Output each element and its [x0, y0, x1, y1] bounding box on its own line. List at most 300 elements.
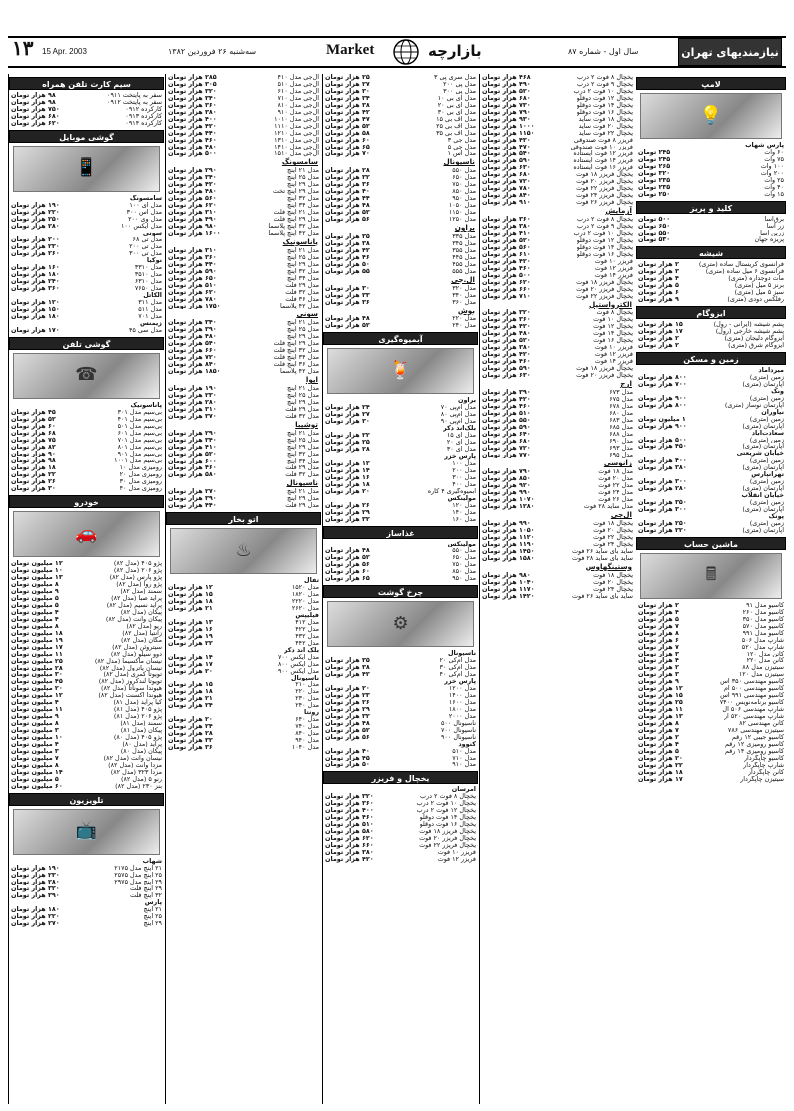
price-row: [323, 467, 478, 474]
item-name: مدل ۲۵ اینچ: [287, 253, 319, 261]
price-row: [636, 464, 786, 471]
item-price: ۳۸۰ هزار تومان: [168, 108, 217, 116]
price-row: [480, 482, 635, 489]
item-name: مدل ۲۴۰: [452, 322, 476, 330]
item-name: بی‌سیم مدل ۷۰۱: [117, 436, 162, 444]
price-row: [9, 637, 164, 644]
item-price: ۶۸۰ هزار تومان: [482, 171, 531, 179]
item-price: ۱۵ هزار تومان: [638, 692, 683, 700]
price-row: [9, 872, 164, 879]
item-name: ال‌جی مدل ۵۱۰: [277, 80, 319, 88]
item-name: پیکان (مدل ۸۰): [120, 747, 162, 755]
item-name: مدل ۲۹ اینچ: [287, 333, 319, 341]
price-row: [166, 626, 321, 633]
item-price: ۲۰ هزار تومان: [638, 754, 683, 762]
price-row: [323, 88, 478, 95]
item-name: میرداماد: [758, 366, 784, 374]
item-name: مدل ۶۹۳: [609, 444, 633, 452]
price-row: [636, 664, 786, 671]
price-row: [323, 502, 478, 509]
item-name: مدل ۲۱ اینچ: [287, 319, 319, 327]
price-row: [166, 333, 321, 340]
price-row: [323, 821, 478, 828]
price-row: [9, 616, 164, 623]
price-row: [166, 737, 321, 744]
item-name: رومیزی مدل ۲۰: [119, 471, 162, 479]
item-name: ۲۹ اینچ فلت: [130, 885, 162, 893]
item-price: ۷۸۰ هزار تومان: [168, 295, 217, 303]
price-row: [9, 899, 164, 906]
price-row: [9, 581, 164, 588]
item-price: ۵ میلیون تومان: [11, 601, 59, 609]
item-price: ۵ میلیون تومان: [11, 775, 59, 783]
item-price: ۴ هزار تومان: [638, 275, 679, 283]
item-price: ۶ هزار تومان: [638, 636, 679, 644]
item-name: مدل ۲۹ اینچ فلت: [273, 216, 319, 224]
item-price: ۹۸ هزار تومان: [11, 457, 56, 465]
item-price: ۴۴۰ هزار تومان: [168, 502, 217, 510]
brand-subheading: ال.جی: [451, 274, 475, 284]
item-name: تهرانپارس: [751, 471, 784, 479]
item-name: ال‌جی مدل ۱۵۱۰: [274, 150, 319, 158]
item-name: کانن مهندسی ۸۲: [739, 720, 784, 727]
item-price: ۵۸۰ هزار تومان: [168, 471, 217, 479]
item-name: الکاتل: [143, 292, 162, 300]
item-name: کانن چاپگردار: [747, 768, 784, 776]
section-title: یخچال و فریزر: [323, 771, 478, 784]
item-name: یخچال ۱۴ فوت دوقلو: [576, 101, 633, 109]
item-price: ۴ میلیون تومان: [11, 615, 59, 623]
price-row: [166, 81, 321, 88]
price-row: [636, 216, 786, 223]
item-price: ۷۹۰ هزار تومان: [482, 108, 531, 116]
price-row: [9, 209, 164, 216]
price-row: [166, 167, 321, 174]
item-price: ۴۶۰ هزار تومان: [168, 464, 217, 472]
price-row: [323, 786, 478, 793]
price-row: [166, 716, 321, 723]
item-price: [638, 388, 642, 395]
item-price: ۱۸۵۰ هزار تومان: [168, 368, 221, 376]
issue-number: سال اول - شماره ۸۷: [568, 47, 639, 56]
item-price: ۳۹۰ هزار تومان: [11, 892, 60, 900]
price-row: [166, 88, 321, 95]
item-name: مدل ام‌پی ۸۰: [440, 411, 476, 419]
price-row: [636, 699, 786, 706]
item-price: [325, 786, 329, 793]
price-row: [480, 579, 635, 586]
price-row: [9, 906, 164, 913]
item-name: مزدا وانت (مدل ۸۲): [108, 761, 162, 769]
item-name: فریزر ۱۲ فوت: [594, 264, 633, 272]
price-row: [323, 741, 478, 748]
item-price: ۸۲ هزار تومان: [11, 443, 56, 451]
item-name: مدل ۱۲۰۰: [448, 685, 476, 692]
item-name: تویوتا لندکروز (مدل ۸۲): [98, 678, 162, 686]
item-name: مدل ۳۲۰: [452, 284, 476, 292]
price-row: [323, 481, 478, 488]
price-row: [9, 485, 164, 492]
price-row: [480, 541, 635, 548]
item-price: ۱۰۰۰ هزار تومان: [482, 122, 535, 130]
price-row: [480, 316, 635, 323]
price-row: [480, 272, 635, 279]
price-row: [636, 692, 786, 699]
item-name: ال‌جی مدل ۴۱۰: [277, 74, 319, 81]
item-name: مدل ام‌کی ۴۰: [439, 671, 476, 679]
item-name: سمند (مدل ۸۲): [120, 588, 162, 595]
price-row: [9, 762, 164, 769]
price-row: [636, 282, 786, 289]
price-row: [323, 509, 478, 516]
item-name: مدل پی ۳۰۰: [443, 87, 476, 95]
price-row: [323, 81, 478, 88]
item-price: ۴۷۰ هزار تومان: [482, 143, 531, 151]
item-name: مدل ۳۶ اینچ فلت: [273, 361, 319, 369]
item-price: [11, 320, 15, 327]
item-price: ۸۵۰ هزار تومان: [482, 475, 531, 483]
meat-grinder-icon: ⚙: [327, 601, 474, 647]
price-row: [636, 170, 786, 177]
item-price: ۶۰ میلیون تومان: [11, 782, 63, 790]
item-name: کانن مدل ۲۲۰: [746, 657, 784, 665]
item-name: مدل ۲۶۲۰: [291, 605, 319, 612]
item-price: ۲۲ هزار تومان: [168, 639, 213, 647]
item-price: ۹ میلیون تومان: [11, 588, 59, 595]
item-price: ۴۴۰ هزار تومان: [168, 260, 217, 268]
item-name: ۲۵ وات: [764, 176, 784, 184]
item-price: ۴۲۰ هزار تومان: [482, 351, 531, 359]
price-row: [9, 741, 164, 748]
item-name: یخچال ۲۴ فوت: [593, 585, 633, 593]
item-name: زر آسا: [766, 222, 784, 230]
item-name: مدل ۴۲ پلاسما: [280, 302, 319, 310]
item-name: پژو ۲۰۶ (مدل ۸۲): [113, 567, 162, 575]
item-name: مدل ۲۹ فلت: [285, 502, 319, 510]
brand-subheading: آزمایش: [605, 206, 632, 216]
price-row: [323, 713, 478, 720]
price-row: [480, 572, 635, 579]
item-name: ال‌جی مدل ۷۱۰: [277, 94, 319, 102]
item-name: مدل ۸۵۰: [452, 568, 476, 576]
price-row: [480, 468, 635, 475]
price-row: [9, 195, 164, 202]
price-row: [636, 381, 786, 388]
item-name: ال‌جی مدل ۹۱۰: [277, 108, 319, 116]
item-name: آپارتمان (متری): [742, 422, 784, 430]
price-row: [9, 457, 164, 464]
price-row: [9, 651, 164, 658]
item-name: مدل ۲۹ اینچ: [287, 443, 319, 451]
item-name: یخچال ۹ فوت ۲ درب: [577, 80, 633, 88]
item-price: ۳۵ هزار تومان: [325, 657, 370, 665]
price-row: [166, 406, 321, 413]
price-row: [166, 230, 321, 237]
item-name: فرانسوی ۶ میل ساده (متری): [705, 268, 784, 276]
section-title: گوشی موبایل: [9, 130, 164, 143]
item-price: ۳۴۰ هزار تومان: [168, 319, 217, 327]
item-name: یخچال ۱۰ فوت ۲ درب: [573, 229, 633, 237]
price-row: [480, 452, 635, 459]
item-name: یخچال فریزر ۲۲ فوت: [419, 842, 476, 850]
item-price: ۳۲۰ هزار تومان: [482, 309, 531, 317]
item-name: مات دوجداره (متری): [728, 275, 784, 283]
item-name: سفر به پایتخت ۰۹۱۱: [107, 92, 162, 99]
item-price: ۵ هزار تومان: [638, 282, 679, 290]
item-price: ۵۲۰ هزار تومان: [482, 337, 531, 345]
item-name: پژو ۲۰۶ (مدل ۸۱): [113, 713, 162, 721]
item-price: ۴۷ هزار تومان: [325, 115, 370, 123]
item-name: پراید صبا (مدل ۸۲): [111, 594, 162, 602]
item-name: مدل اس ۳۰۰: [126, 208, 162, 216]
item-price: ۹ هزار تومان: [638, 296, 679, 304]
item-name: یخچال ۱۲ فوت دوقلو: [576, 94, 633, 102]
price-row: [166, 612, 321, 619]
item-name: مدل ۲۲۰: [295, 688, 319, 696]
item-name: یخچال فریزر ۲۶ فوت: [576, 199, 633, 207]
price-row: [323, 453, 478, 460]
item-name: مدل ۴۱۲: [295, 618, 319, 626]
price-row: [166, 437, 321, 444]
item-name: مدل ۷۶۵۰: [134, 285, 162, 293]
item-name: یخچال ۱۴ فوت دوقلو: [419, 814, 476, 822]
item-name: مدل ۸۵۰: [452, 188, 476, 196]
item-price: ۱۷ هزار تومان: [168, 660, 213, 668]
item-name: مدل ۲۴ فوت: [598, 489, 633, 497]
item-name: مدل ۶۹۵: [609, 451, 633, 459]
iron-icon: ♨: [170, 528, 317, 574]
price-row: [323, 216, 478, 223]
item-name: کارکرده ۰۹۱۴: [125, 119, 162, 127]
price-row: [480, 88, 635, 95]
item-price: ۲۰ میلیون تومان: [11, 685, 63, 693]
item-name: مدل ۶۸۸: [609, 430, 633, 438]
brand-subheading: سونی: [296, 309, 318, 319]
section-title: غذاساز: [323, 526, 478, 539]
price-row: [166, 744, 321, 751]
item-name: مدل جی ۳: [447, 136, 476, 144]
item-price: ۹ هزار تومان: [638, 678, 679, 686]
item-name: ۲۵ اینچ مدل ۲۵۷۵: [114, 871, 162, 879]
item-name: ال‌جی مدل ۱۲۱۰: [274, 129, 319, 137]
item-name: سیتیزن مهندسی ۷۸۶: [727, 727, 784, 734]
item-name: آپارتمان نوساز (متری): [724, 401, 784, 409]
item-name: مدل ای ۲۰: [446, 439, 476, 447]
price-row: [166, 709, 321, 716]
price-row: [166, 502, 321, 509]
item-name: مدل ۱۴۰: [452, 508, 476, 516]
item-name: مدل ۲۱ اینچ: [287, 429, 319, 437]
item-price: ۶۸۰ هزار تومان: [482, 437, 531, 445]
price-row: [636, 776, 786, 783]
item-name: بی‌سیم مدل ۶۰۱: [117, 429, 162, 437]
item-name: مدل ۳۲ فلت: [285, 471, 319, 479]
item-price: ۴۶۰ هزار تومان: [482, 264, 531, 272]
item-name: مدل ۲۱ اینچ: [287, 246, 319, 254]
item-name: مدل ۲۹ اینچ: [287, 181, 319, 189]
price-row: [480, 351, 635, 358]
item-name: مدل تی ۳۰۰: [129, 250, 162, 258]
item-price: ۴۰۰ هزار تومان: [325, 807, 374, 815]
item-price: ۵۴۰ هزار تومان: [168, 340, 217, 348]
item-name: پشم شیشه خارجی (رول): [715, 328, 784, 336]
item-price: ۸۴۰ هزار تومان: [168, 361, 217, 369]
price-row: [480, 265, 635, 272]
item-price: ۴ میلیون تومان: [11, 608, 59, 616]
item-name: پریزه جهان: [754, 236, 784, 244]
item-name: یخچال فریزر ۱۸ فوت: [576, 171, 633, 179]
item-name: ساید بای ساید ۲۶ فوت: [572, 547, 633, 555]
item-price: ۲۷ هزار تومان: [325, 80, 370, 88]
item-name: یخچال ۲۰ فوت: [593, 527, 633, 534]
item-price: ۷۲۰ هزار تومان: [482, 444, 531, 452]
price-row: [636, 395, 786, 402]
price-row: [166, 174, 321, 181]
item-name: مدل ۱۰۴۰: [291, 744, 319, 752]
item-price: ۴ هزار تومان: [638, 740, 679, 748]
price-row: [480, 150, 635, 157]
item-name: ایزوگام شرق (متری): [728, 342, 784, 349]
item-price: ۵۶۰ هزار تومان: [168, 195, 217, 203]
item-price: ۶ هزار تومان: [638, 289, 679, 297]
item-name: کیا پراید (مدل ۸۱): [113, 699, 162, 707]
item-price: ۳۸۰ هزار تومان: [325, 849, 374, 856]
price-row: [9, 658, 164, 665]
price-row: [9, 602, 164, 609]
item-name: مدل ۳۴۵: [452, 239, 476, 247]
juicer-icon: 🍹: [327, 348, 474, 394]
item-price: [168, 612, 172, 619]
item-price: ۷۷۰ هزار تومان: [482, 451, 531, 459]
price-row: [323, 699, 478, 706]
price-row: [9, 858, 164, 865]
price-row: [636, 671, 786, 678]
item-name: مدل ۶۷۸: [609, 402, 633, 410]
price-row: [323, 404, 478, 411]
item-name: مدل ۳۲ اینچ: [287, 267, 319, 275]
price-row: [636, 149, 786, 156]
item-name: ۷۵ وات: [764, 155, 784, 163]
price-row: [9, 451, 164, 458]
item-price: ۹۸ هزار تومان: [11, 98, 56, 106]
item-name: شارپ مدل ۵۰۶: [741, 636, 784, 644]
item-name: نیسان ماکسیما (مدل ۸۲): [94, 657, 162, 665]
item-name: مدل ۹۵۰: [452, 195, 476, 203]
item-name: مدل ۶۷۳: [609, 388, 633, 396]
item-price: ۳۰ هزار تومان: [325, 418, 370, 426]
item-name: کاسیو مدل ۹۱: [746, 601, 784, 609]
item-price: ۶۲۰ هزار تومان: [482, 278, 531, 286]
item-name: مدل ۵۵۰: [452, 547, 476, 555]
item-price: ۳۸۰ هزار تومان: [638, 464, 687, 472]
item-price: ۲۴۵ تومان: [638, 155, 671, 163]
item-name: ۱۵ وات: [764, 190, 784, 198]
price-row: [166, 598, 321, 605]
item-price: ۱۵ هزار تومان: [638, 321, 683, 329]
item-price: ۵۵۰ تومان: [638, 229, 671, 237]
item-name: مدل ۶۵۰: [452, 554, 476, 562]
price-row: [9, 292, 164, 299]
item-name: مدل پی ۲۰۰: [443, 80, 476, 88]
price-row: [166, 95, 321, 102]
item-price: ۳۸ هزار تومان: [325, 239, 370, 247]
price-row: [166, 661, 321, 668]
item-name: مدل ام‌کی ۲۰: [439, 657, 476, 665]
calculator-icon: 🖩: [640, 553, 782, 599]
item-name: مدل ۳۲ اینچ: [287, 195, 319, 203]
item-name: خیابان انقلاب: [741, 492, 784, 500]
item-price: ۷۵۰ هزار تومان: [11, 105, 60, 113]
item-price: ۲۶۰ هزار تومان: [11, 250, 60, 258]
price-row: [166, 361, 321, 368]
price-row: [480, 438, 635, 445]
price-row: [9, 243, 164, 250]
item-name: ۱۰۰ وات: [760, 162, 784, 170]
item-price: ۴۸۰ هزار تومان: [168, 143, 217, 151]
item-price: ۵۲ هزار تومان: [325, 554, 370, 562]
price-row: [323, 254, 478, 261]
price-row: [636, 471, 786, 478]
item-name: مدل ۵۵۰: [452, 167, 476, 175]
item-price: ۱۶ هزار تومان: [168, 625, 213, 633]
item-price: ۲۲ هزار تومان: [11, 471, 56, 479]
item-name: مدل ۳۲ اینچ فلت: [273, 347, 319, 355]
item-name: مدل ۳۶ فلت: [285, 295, 319, 303]
item-price: ۸ هزار تومان: [638, 629, 679, 637]
item-price: ۴۲۰ هزار تومان: [482, 395, 531, 403]
item-price: ۴۵۰ هزار تومان: [638, 443, 687, 451]
item-price: ۶۴۰ هزار تومان: [482, 430, 531, 438]
item-price: ۳ میلیون تومان: [11, 727, 59, 735]
price-row: [323, 268, 478, 275]
item-price: ۵۰۰ تومان: [638, 215, 671, 223]
item-price: [325, 397, 329, 404]
telephone-icon: ☎: [13, 353, 160, 399]
item-price: [11, 230, 15, 237]
price-row: [9, 892, 164, 899]
price-row: [636, 321, 786, 328]
item-name: مدل ایکس ۸۰۰: [277, 660, 319, 668]
item-price: ۲۶ هزار تومان: [325, 501, 370, 509]
item-price: ۲۳۰ هزار تومان: [11, 243, 60, 251]
price-row: [9, 202, 164, 209]
price-row: [636, 720, 786, 727]
price-row: [166, 458, 321, 465]
item-name: بلک‌اند دکر: [442, 425, 476, 433]
price-row: [9, 671, 164, 678]
item-price: ۵۹۰ هزار تومان: [482, 423, 531, 431]
item-price: ۸ میلیون تومان: [11, 581, 59, 589]
price-row: [9, 113, 164, 120]
price-row: [636, 685, 786, 692]
item-name: پارس: [144, 899, 162, 907]
item-name: ۶۰ وات: [764, 148, 784, 156]
item-name: مدل تی ۲۰۰: [129, 243, 162, 251]
item-price: ۲۸۰ هزار تومان: [11, 878, 60, 886]
item-price: ۲۲۰ هزار تومان: [11, 913, 60, 921]
brand-subheading: ایوا: [305, 375, 318, 385]
price-row: [323, 209, 478, 216]
price-row: [636, 762, 786, 769]
item-price: ۲۲۰ هزار تومان: [11, 208, 60, 216]
item-price: [325, 741, 329, 748]
price-row: [480, 496, 635, 503]
item-price: ۴۱۰ هزار تومان: [168, 443, 217, 451]
price-row: [480, 95, 635, 102]
price-row: [323, 188, 478, 195]
price-row: [166, 444, 321, 451]
item-name: بلک اند دکر: [283, 646, 319, 654]
